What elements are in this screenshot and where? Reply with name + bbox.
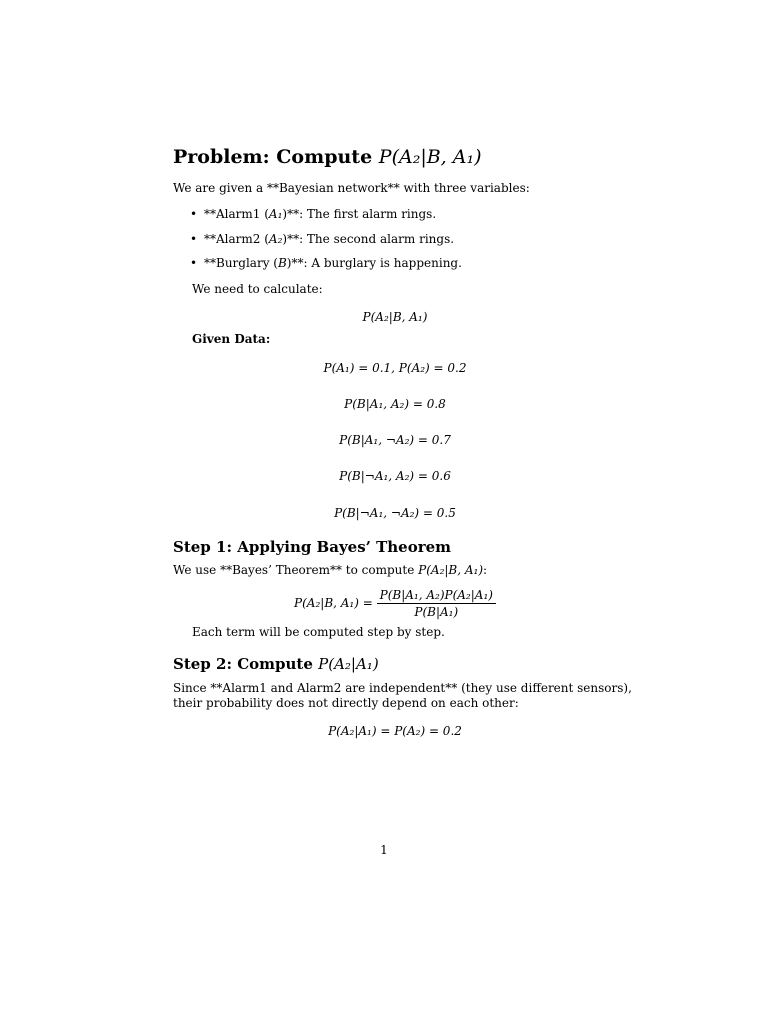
bayes-fraction bbox=[377, 588, 496, 619]
page-number: 1 bbox=[380, 843, 388, 857]
list-item: • **Alarm1 (A₁)**: The first alarm rings. bbox=[190, 206, 462, 231]
title-prefix: Problem: Compute bbox=[173, 146, 379, 168]
bayes-lhs: P(A₂|B, A₁) = bbox=[294, 596, 373, 610]
step2-line2: their probability does not directly depend on each other: bbox=[173, 696, 519, 710]
variable-list bbox=[190, 206, 462, 280]
step1-note: Each term will be computed step by step. bbox=[192, 625, 445, 639]
problem-title bbox=[173, 146, 482, 168]
given-equation: P(B|A₁, ¬A₂) = 0.7 bbox=[339, 433, 451, 447]
step1-heading: Step 1: Applying Bayes’ Theorem bbox=[173, 538, 452, 556]
step2-line1: Since **Alarm1 and Alarm2 are independent** (they use different sensors), bbox=[173, 681, 632, 695]
given-equation: P(B|¬A₁, ¬A₂) = 0.5 bbox=[334, 506, 456, 520]
step1-text: We use **Bayes’ Theorem** to compute P(A₂|B, A₁): bbox=[173, 563, 488, 577]
target-equation: P(A₂|B, A₁) bbox=[362, 310, 428, 324]
list-item: • **Burglary (B)**: A burglary is happening. bbox=[190, 255, 462, 280]
bayes-numerator: P(B|A₁, A₂)P(A₂|A₁) bbox=[377, 588, 496, 604]
given-equation: P(B|¬A₁, A₂) = 0.6 bbox=[339, 469, 451, 483]
title-math: P(A₂|B, A₁) bbox=[378, 146, 482, 168]
bayes-denominator: P(B|A₁) bbox=[414, 605, 459, 619]
list-item: • **Alarm2 (A₂)**: The second alarm rings. bbox=[190, 231, 462, 256]
given-equation: P(B|A₁, A₂) = 0.8 bbox=[344, 397, 446, 411]
step2-heading: Step 2: Compute P(A₂|A₁) bbox=[173, 655, 379, 673]
bayes-equation bbox=[173, 588, 617, 619]
intro-text: We are given a **Bayesian network** with three variables: bbox=[173, 181, 530, 195]
given-equation: P(A₁) = 0.1, P(A₂) = 0.2 bbox=[323, 361, 467, 375]
need-text: We need to calculate: bbox=[192, 282, 323, 296]
given-data-label: Given Data: bbox=[192, 332, 271, 346]
independence-equation: P(A₂|A₁) = P(A₂) = 0.2 bbox=[328, 724, 462, 738]
